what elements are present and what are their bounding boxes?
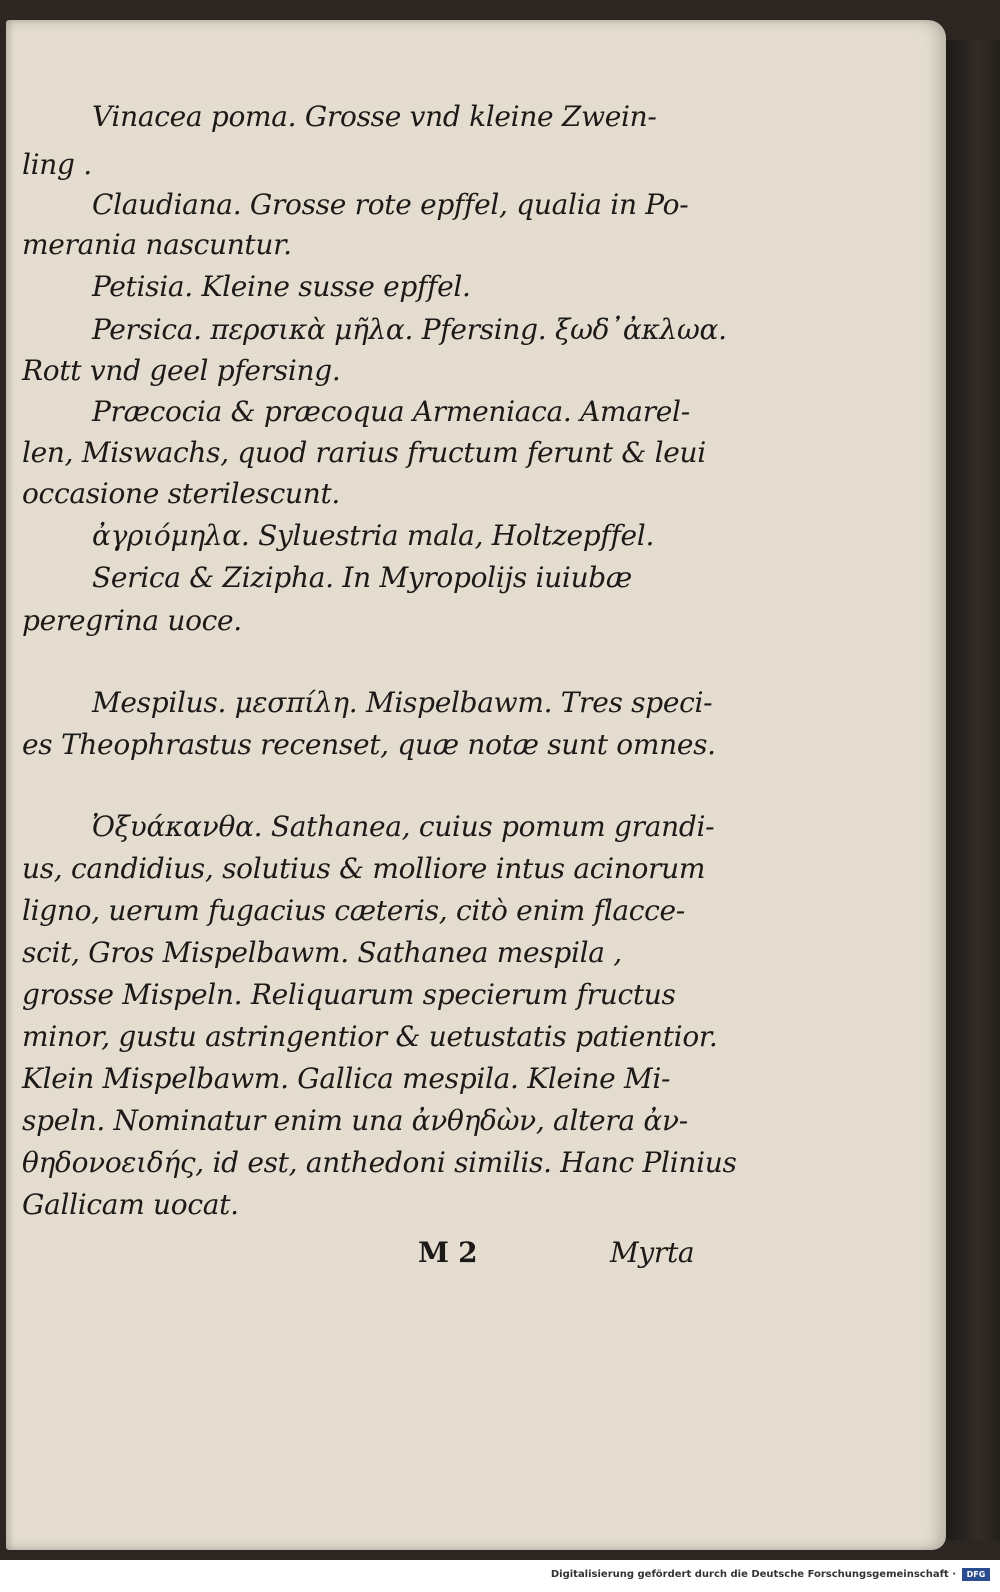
catchword: Myrta <box>610 1236 695 1269</box>
text-line: Petisia. Kleine susse epffel. <box>92 270 471 303</box>
text-line: len, Miswachs, quod rarius fructum ferunt & leui <box>22 436 706 469</box>
dfg-logo: DFG <box>962 1568 990 1581</box>
text-line: Claudiana. Grosse rote epffel, qualia in Po- <box>92 188 689 221</box>
text-line: speln. Nominatur enim una ἀνθηδὼν, altera ἀν- <box>22 1104 688 1137</box>
signature-mark: M 2 <box>418 1236 478 1269</box>
text-line: Præcocia & præcoqua Armeniaca. Amarel- <box>92 395 690 428</box>
text-line: Ὀξυάκανθα. Sathanea, cuius pomum grandi- <box>92 810 715 843</box>
footer-bar <box>0 1560 1000 1592</box>
funding-credit: Digitalisierung gefördert durch die Deutsche Forschungsgemeinschaft · <box>550 1569 956 1580</box>
text-line: ligno, uerum fugacius cæteris, citò enim flacce- <box>22 894 685 927</box>
text-line: ling . <box>22 148 92 181</box>
text-line: merania nascuntur. <box>22 228 292 261</box>
text-line: Klein Mispelbawm. Gallica mespila. Kleine Mi- <box>22 1062 671 1095</box>
text-line: occasione sterilescunt. <box>22 477 341 510</box>
text-line: scit, Gros Mispelbawm. Sathanea mespila , <box>22 936 622 969</box>
text-line: ἀγριόμηλα. Syluestria mala, Holtzepffel. <box>92 519 655 552</box>
text-line: us, candidius, solutius & molliore intus acinorum <box>22 852 706 885</box>
text-line: Mespilus. μεσπίλη. Mispelbawm. Tres speci- <box>92 686 713 719</box>
text-line: Vinacea poma. Grosse vnd kleine Zwein- <box>92 100 657 133</box>
text-line: grosse Mispeln. Reliquarum specierum fructus <box>22 978 676 1011</box>
text-line: θηδονοειδής, id est, anthedoni similis. Hanc Plinius <box>22 1146 737 1179</box>
text-line: Gallicam uocat. <box>22 1188 239 1221</box>
text-line: es Theophrastus recenset, quæ notæ sunt omnes. <box>22 728 716 761</box>
text-line: Persica. περσικὰ μῆλα. Pfersing. ξωδ᾽ἀκλωα. <box>92 313 727 346</box>
text-line: Serica & Zizipha. In Myropolijs iuiubæ <box>92 561 632 594</box>
text-line: peregrina uoce. <box>22 604 242 637</box>
text-line: minor, gustu astringentior & uetustatis patientior. <box>22 1020 718 1053</box>
text-line: Rott vnd geel pfersing. <box>22 354 341 387</box>
